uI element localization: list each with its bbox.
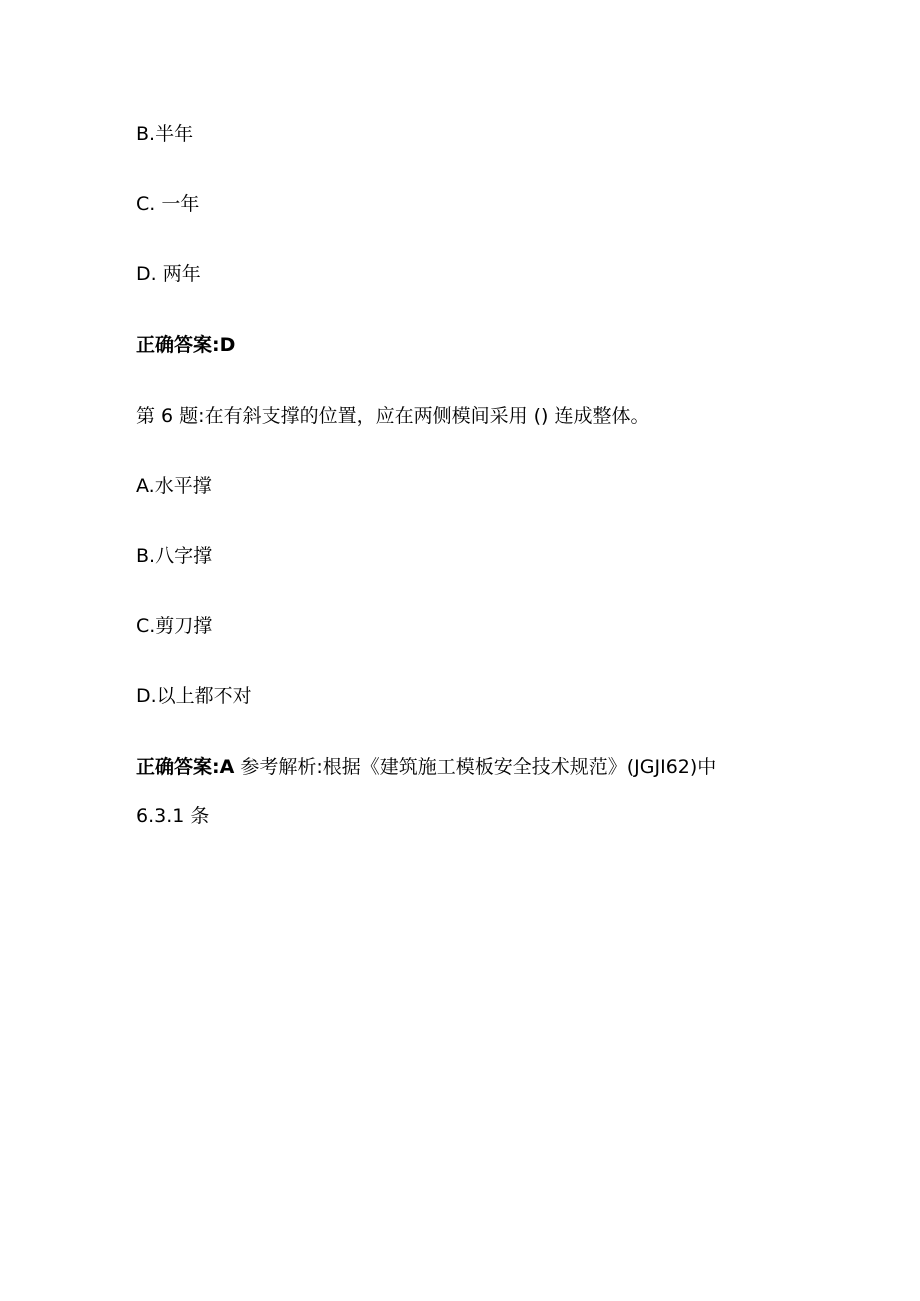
answer-value: D xyxy=(219,334,236,356)
q5-option-b: B.半年 xyxy=(136,123,194,145)
q5-answer-line xyxy=(136,333,235,357)
answer-explanation-continued: 6.3.1 条 xyxy=(136,805,210,827)
q6-option-c: C.剪刀撑 xyxy=(136,615,213,637)
q5-option-c: C. 一年 xyxy=(136,193,200,215)
answer-value: A xyxy=(219,756,235,778)
q6-option-a: A.水平撑 xyxy=(136,475,212,497)
q6-option-d: D.以上都不对 xyxy=(136,685,252,707)
q6-answer-line xyxy=(136,755,716,779)
q6-option-b: B.八字撑 xyxy=(136,545,213,567)
answer-label: 正确答案: xyxy=(136,334,220,356)
answer-explanation: 参考解析:根据《建筑施工模板安全技术规范》(JGJI62)中 xyxy=(234,756,717,778)
q5-option-d: D. 两年 xyxy=(136,263,201,285)
answer-label: 正确答案: xyxy=(136,756,220,778)
q6-stem: 第 6 题:在有斜支撑的位置，应在两侧模间采用 () 连成整体。 xyxy=(136,405,650,427)
